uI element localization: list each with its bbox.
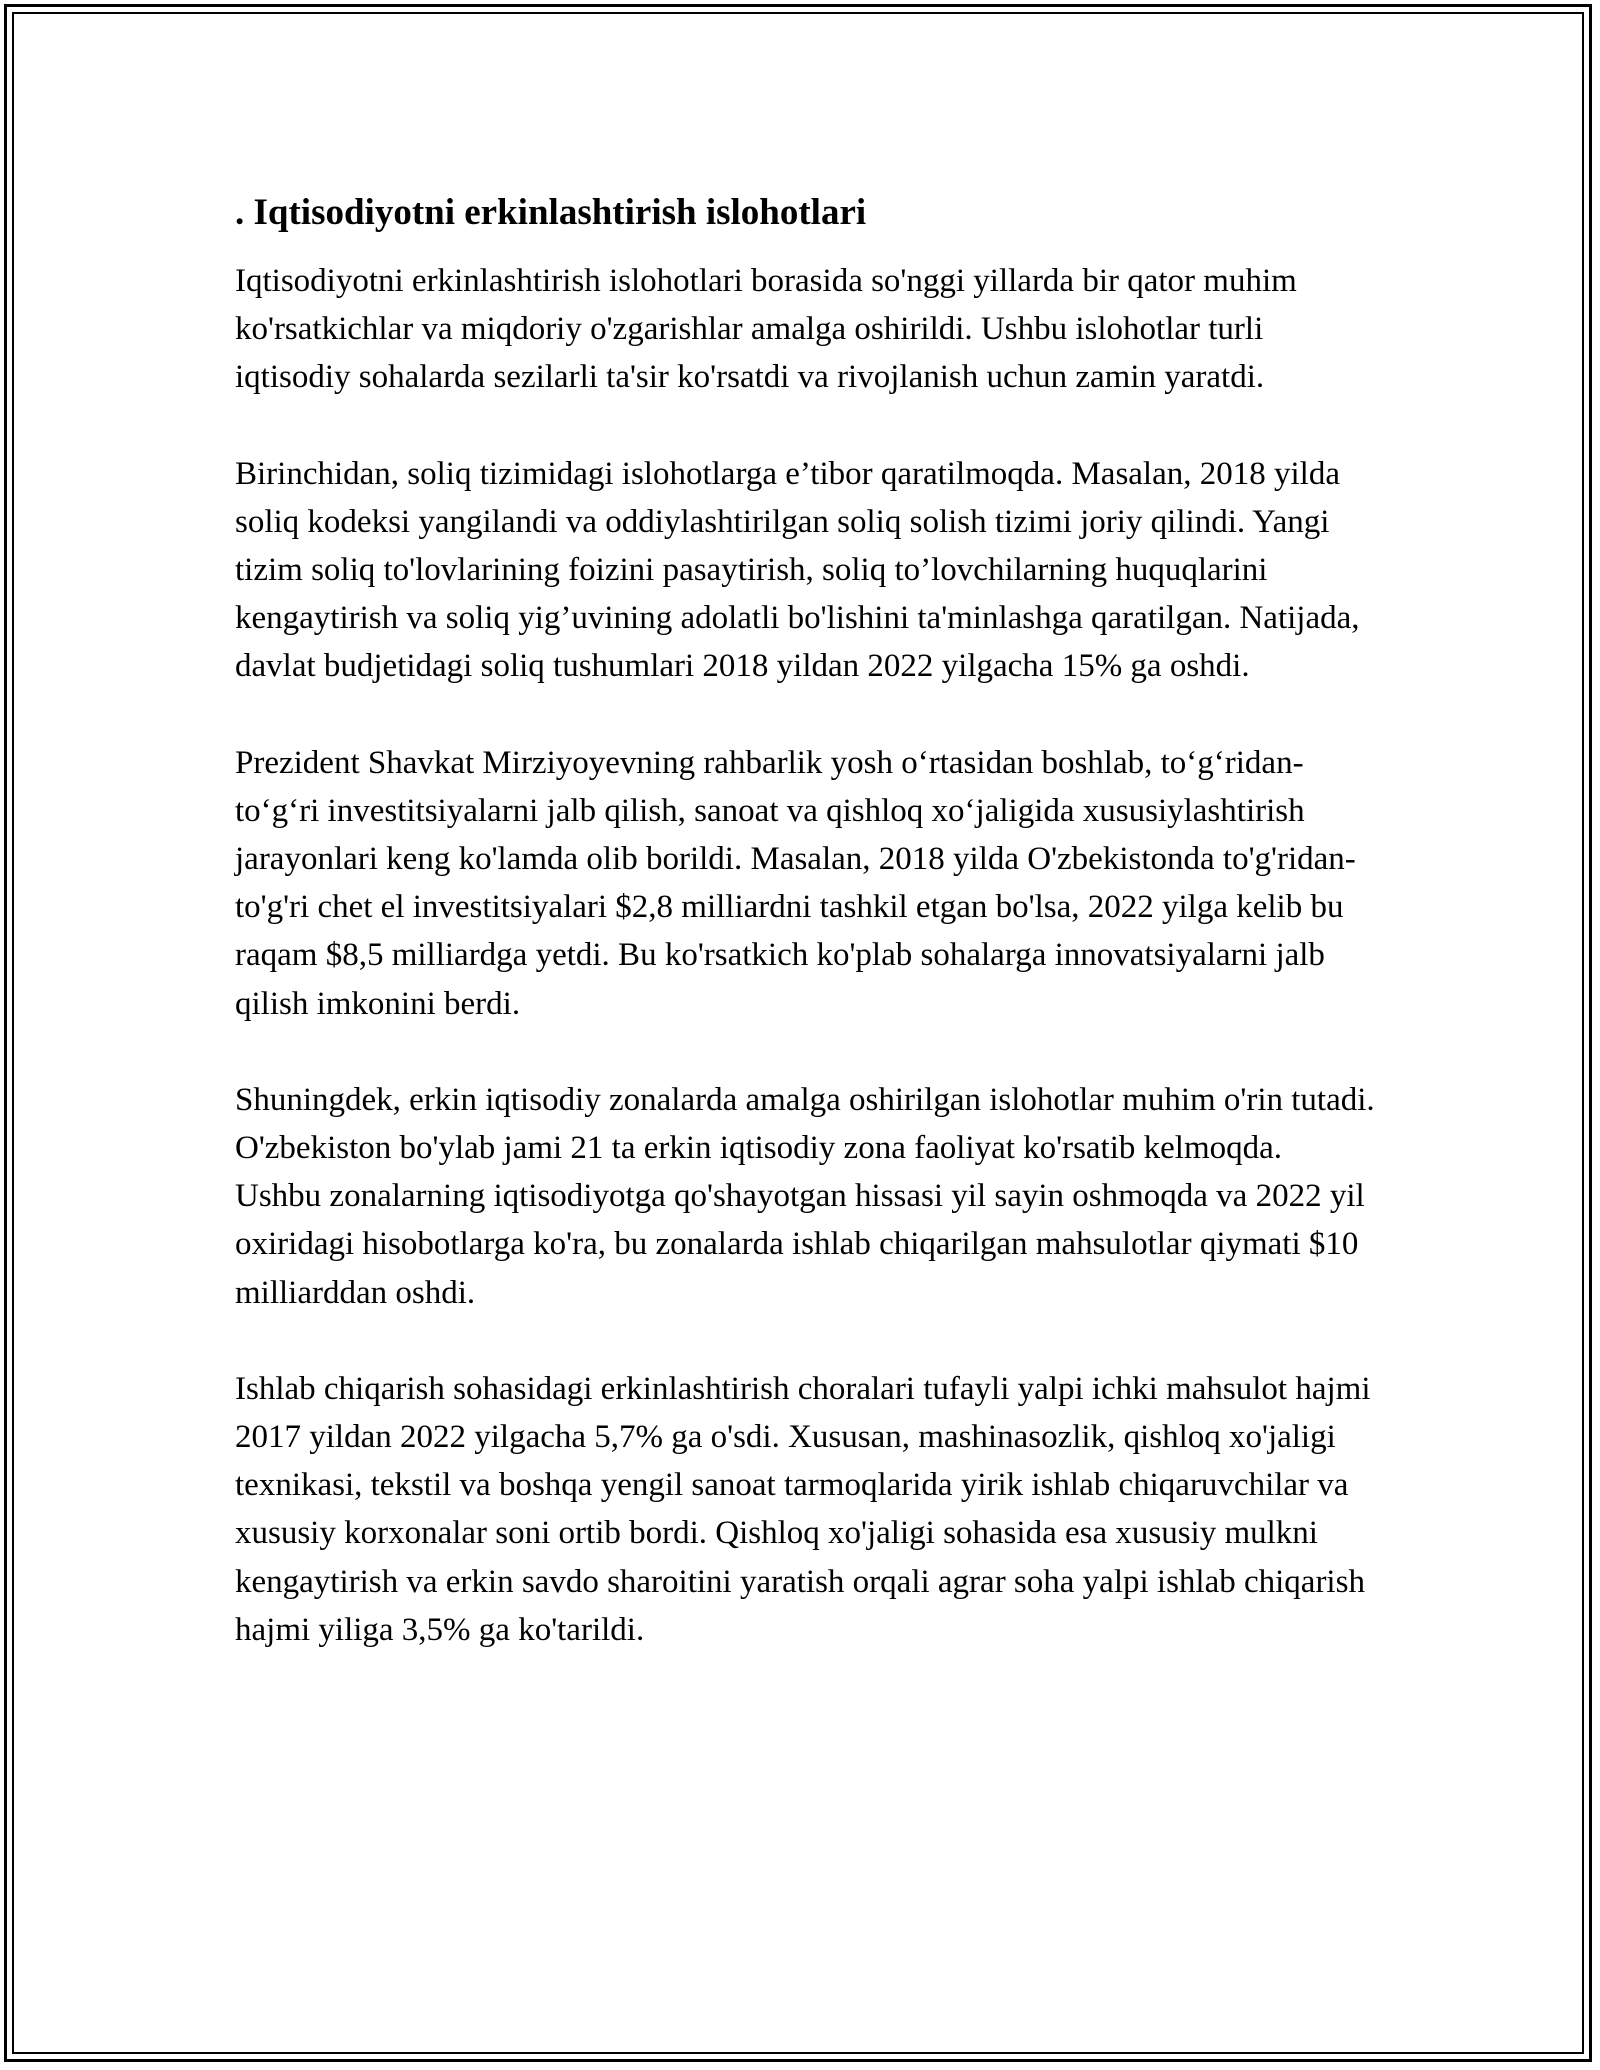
paragraph-free-economic-zones: Shuningdek, erkin iqtisodiy zonalarda amalga oshirilgan islohotlar muhim o'rin tutadi. O'zbekiston bo'ylab jami 21 ta erkin iqtisodiy zona faoliyat ko'rsatib kelmoqda. Ushbu zonalarning iqtisodiyotga qo'shayotgan hissasi yil sayin oshmoqda va 2022 yil oxiridagi hisobotlarga ko'ra, bu zonalarda ishlab chiqarilgan mahsulotlar qiymati $10 milliarddan oshdi. bbox=[235, 1081, 1375, 1311]
document-body bbox=[235, 185, 1375, 1654]
paragraph-tax-reform: Birinchidan, soliq tizimidagi islohotlarga e’tibor qaratilmoqda. Masalan, 2018 yilda soliq kodeksi yangilandi va oddiylashtirilgan soliq solish tizimi joriy qilindi. Yangi tizim soliq to'lovlarining foizini pasaytirish, soliq to’lovchilarning huquqlarini kengaytirish va soliq yig’uvining adolatli bo'lishini ta'minlashga qaratilgan. Natijada, davlat budjetidagi soliq tushumlari 2018 yildan 2022 yilgacha 15% ga oshdi. bbox=[235, 455, 1360, 685]
paragraph-investment: Prezident Shavkat Mirziyoyevning rahbarlik yosh o‘rtasidan boshlab, to‘g‘ridan-to‘g‘ri investitsiyalarni jalb qilish, sanoat va qishloq xo‘jaligida xususiylashtirish jarayonlari keng ko'lamda olib borildi. Masalan, 2018 yilda O'zbekistonda to'g'ridan-to'g'ri chet el investitsiyalari $2,8 milliardni tashkil etgan bo'lsa, 2022 yilga kelib bu raqam $8,5 milliardga yetdi. Bu ko'rsatkich ko'plab sohalarga innovatsiyalarni jalb qilish imkonini berdi. bbox=[235, 744, 1356, 1022]
section-heading: . Iqtisodiyotni erkinlashtirish islohotlari bbox=[235, 192, 867, 233]
paragraph-production: Ishlab chiqarish sohasidagi erkinlashtirish choralari tufayli yalpi ichki mahsulot hajmi 2017 yildan 2022 yilgacha 5,7% ga o'sdi. Xususan, mashinasozlik, qishloq xo'jaligi texnikasi, tekstil va boshqa yengil sanoat tarmoqlarida yirik ishlab chiqaruvchilar va xususiy korxonalar soni ortib bordi. Qishloq xo'jaligi sohasida esa xususiy mulkni kengaytirish va erkin savdo sharoitini yaratish orqali agrar soha yalpi ishlab chiqarish hajmi yiliga 3,5% ga ko'tarildi. bbox=[235, 1370, 1371, 1648]
paragraph-intro: Iqtisodiyotni erkinlashtirish islohotlari borasida so'nggi yillarda bir qator muhim ko'rsatkichlar va miqdoriy o'zgarishlar amalga oshirildi. Ushbu islohotlar turli iqtisodiy sohalarda sezilarli ta'sir ko'rsatdi va rivojlanish uchun zamin yaratdi. bbox=[235, 263, 1297, 396]
